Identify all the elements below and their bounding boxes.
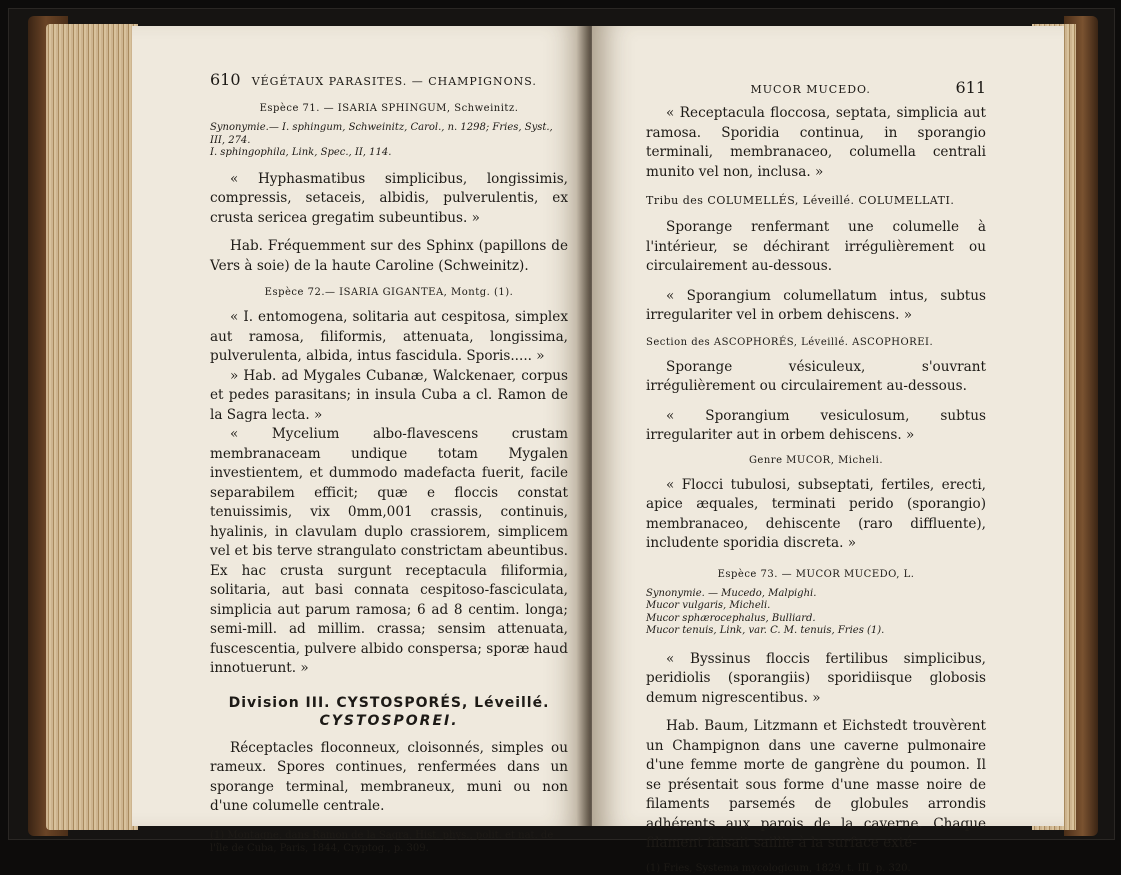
right-footnote: (1) Fries, Systema mycologicum, 1829, t. III, p. 320. xyxy=(646,862,911,874)
espece-71-heading: Espèce 71. — ISARIA SPHINGUM, Schweinitz. xyxy=(259,103,519,114)
left-page xyxy=(132,26,586,854)
division-latin-title: CYSTOSPOREI. xyxy=(319,712,459,729)
espece-73-synonymie-2: Mucor vulgaris, Micheli. xyxy=(646,600,771,611)
right-paragraph-2: Sporange renfermant une columelle à l'intérieur, se déchirant irrégulièrement ou circulairement au-dessous. xyxy=(646,219,986,274)
right-page xyxy=(592,26,1064,874)
left-running-title: VÉGÉTAUX PARASITES. — CHAMPIGNONS. xyxy=(251,75,537,88)
left-page-text xyxy=(210,70,568,855)
left-page-edges xyxy=(46,24,138,830)
right-paragraph-1: « Receptacula floccosa, septata, simplicia aut ramosa. Sporidia continua, in sporangio terminali, membranaceo, columella centrali munito vel non, inclusa. » xyxy=(646,105,986,180)
espece-71-synonymie-1: Synonymie.— I. sphingum, Schweinitz, Carol., n. 1298; Fries, Syst., III, 274. xyxy=(210,122,553,146)
espece-73-heading: Espèce 73. — MUCOR MUCEDO, L. xyxy=(717,568,915,580)
left-paragraph-5: « Mycelium albo-flavescens crustam membranaceam undique totam Mygalen investientem, et dummodo madefacta fuerit, facile separabilem efficit; quæ e floccis constat tenuissimis, vix 0mm,001 crassis, continuis, hyalinis, in clavulam duplo crassiorem, simplicem vel et bis terve strangulato constrictam abeuntibus. Ex hac crusta surgunt receptacula filiformia, solitaria, aut basi connata cespitoso-fasciculata, simplicia aut parum ramosa; 6 ad 8 centim. longa; semi-mill. ad millim. crassa; sensim attenuata, fuscescentia, pulvere albido conspersa; sporæ haud innotuerunt. » xyxy=(210,426,568,676)
espece-72-heading: Espèce 72.— ISARIA GIGANTEA, Montg. (1). xyxy=(264,287,514,298)
right-paragraph-7: « Byssinus floccis fertilibus simplicibus, peridiolis (sporangiis) sporidiisque globosis demum nigrescentibus. » xyxy=(646,650,986,706)
left-running-header xyxy=(210,70,568,90)
left-paragraph-6: Réceptacles floconneux, cloisonnés, simples ou rameux. Spores continues, renfermées dans un sporange terminal, membraneux, muni ou non d'une columelle centrale. xyxy=(210,739,568,814)
right-paragraph-5: « Sporangium vesiculosum, subtus irregulariter aut in orbem dehiscens. » xyxy=(646,407,986,443)
right-running-title: MUCOR MUCEDO. xyxy=(750,83,871,96)
left-paragraph-4: » Hab. ad Mygales Cubanæ, Walckenaer, corpus et pedes parasitans; in insula Cuba a cl. Ramon de la Sagra lecta. » xyxy=(210,367,568,423)
right-running-header xyxy=(646,78,986,98)
left-paragraph-2: Hab. Fréquemment sur des Sphinx (papillons de Vers à soie) de la haute Caroline (Schweinitz). xyxy=(210,238,568,274)
right-page-number: 611 xyxy=(955,78,986,97)
open-book xyxy=(28,16,1098,874)
genre-heading: Genre MUCOR, Micheli. xyxy=(748,454,884,466)
left-paragraph-3: « I. entomogena, solitaria aut cespitosa, simplex aut ramosa, filiformis, attenuata, longissima, pulverulenta, albida, intus fascidula. Sporis..... » xyxy=(210,309,568,364)
section-heading: Section des ASCOPHORÉS, Léveillé. ASCOPHOREI. xyxy=(646,336,934,348)
right-page-text xyxy=(646,78,986,875)
left-footnote: (1) Montagne, dans Ramon de la Sagra, Hist. phys., polit. et nat. de l'île de Cuba, Paris, 1844, Cryptog., p. 309. xyxy=(210,829,554,854)
division-title: Division III. CYSTOSPORÉS, Léveillé. xyxy=(228,694,550,711)
right-paragraph-6: « Flocci tubulosi, subseptati, fertiles, erecti, apice æquales, terminati perido (sporangio) membranaceo, dehiscente (raro diffluente), includente sporidia discreta. » xyxy=(646,476,986,551)
left-page-number: 610 xyxy=(210,70,241,89)
espece-73-synonymie-4: Mucor tenuis, Link, var. C. M. tenuis, Fries (1). xyxy=(646,625,885,636)
espece-71-synonymie-2: I. sphingophila, Link, Spec., II, 114. xyxy=(210,147,392,158)
tribu-heading: Tribu des COLUMELLÉS, Léveillé. COLUMELLATI. xyxy=(646,194,955,207)
left-paragraph-1: « Hyphasmatibus simplicibus, longissimis, compressis, setaceis, albidis, pulverulentis, ex crusta sericea gregatim subeuntibus. » xyxy=(210,170,568,226)
right-paragraph-8: Hab. Baum, Litzmann et Eichstedt trouvèrent un Champignon dans une caverne pulmonaire d'une femme morte de gangrène du poumon. Il se présentait sous forme d'une masse noire de filaments parsemés de globules arrondis adhérents aux parois de la caverne. Chaque filament faisait saillie à la surface exté- xyxy=(646,718,986,851)
espece-73-synonymie-3: Mucor sphærocephalus, Bulliard. xyxy=(646,612,816,624)
right-paragraph-3: « Sporangium columellatum intus, subtus irregulariter vel in orbem dehiscens. » xyxy=(646,287,986,323)
espece-73-synonymie-1: Synonymie. — Mucedo, Malpighi. xyxy=(646,587,817,599)
right-paragraph-4: Sporange vésiculeux, s'ouvrant irrégulièrement ou circulairement au-dessous. xyxy=(646,358,986,394)
